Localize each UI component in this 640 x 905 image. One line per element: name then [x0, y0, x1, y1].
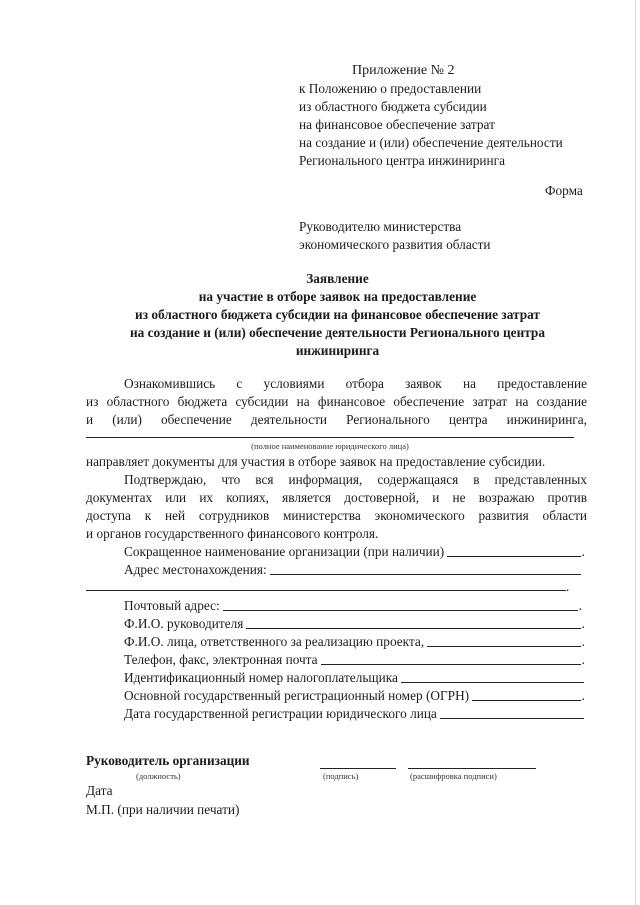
field-line [440, 718, 584, 719]
scan-edge [635, 0, 636, 905]
field-line [401, 682, 584, 683]
seal-label: М.П. (при наличии печати) [86, 802, 240, 817]
addressee-line: экономического развития области [299, 237, 491, 252]
paragraph-line: документах или их копиях, является достоверной, и не возражаю против [86, 490, 587, 505]
paragraph-line: направляет документы для участия в отборе заявок на предоставление субсидии. [86, 454, 546, 469]
field-label: Идентификационный номер налогоплательщика [124, 670, 398, 685]
heading-line: на создание и (или) обеспечение деятельности Регионального центра [130, 325, 545, 340]
postal-address-field: Почтовый адрес: . [124, 598, 582, 613]
paragraph-line: доступа к ней сотрудников министерства экономического развития области [86, 508, 587, 523]
org-name-caption: (полное наименование юридического лица) [251, 441, 409, 451]
field-label: Почтовый адрес: [124, 598, 220, 613]
field-label: Ф.И.О. лица, ответственного за реализацию проекта, [124, 634, 425, 649]
date-label: Дата [86, 783, 113, 798]
field-label: Телефон, факс, электронная почта [124, 652, 318, 667]
paragraph-line: и (или) обеспечение деятельности Регионального центра инжиниринга, [86, 412, 587, 427]
contacts-field: Телефон, факс, электронная почта . [124, 652, 585, 667]
field-line [427, 646, 581, 647]
field-label: Сокращенное наименование организации (при наличии) [124, 544, 445, 559]
short-name-field: Сокращенное наименование организации (при наличии) . [124, 544, 585, 559]
heading-line: на участие в отборе заявок на предоставление [198, 289, 477, 304]
head-name-field: Ф.И.О. руководителя . [124, 616, 585, 631]
heading-line: из областного бюджета субсидии на финансовое обеспечение затрат [135, 307, 540, 322]
appendix-line: Регионального центра инжиниринга [299, 153, 506, 168]
decode-caption: (расшифровка подписи) [410, 771, 497, 781]
signature-title: Руководитель организации [86, 753, 250, 768]
addressee-line: Руководителю министерства [299, 219, 462, 234]
heading-title: Заявление [306, 271, 369, 286]
field-label: Адрес местонахождения: [124, 562, 267, 577]
appendix-line: к Положению о предоставлении [299, 81, 482, 96]
paragraph-line: из областного бюджета субсидии на финансовое обеспечение затрат на создание [86, 394, 587, 409]
sign-line [320, 768, 396, 769]
appendix-title: Приложение № 2 [352, 63, 455, 78]
field-label: Основной государственный регистрационный номер (ОГРН) [124, 688, 470, 703]
org-name-line [86, 437, 574, 438]
paragraph-line: Подтверждаю, что вся информация, содержащаяся в представленных [124, 472, 587, 487]
field-line [270, 574, 581, 575]
field-line [321, 664, 581, 665]
field-line [472, 700, 581, 701]
appendix-line: на финансовое обеспечение затрат [299, 117, 495, 132]
appendix-line: из областного бюджета субсидии [299, 99, 487, 114]
field-line [223, 610, 578, 611]
address-line-2 [86, 590, 566, 591]
decode-line [408, 768, 536, 769]
position-caption: (должность) [136, 771, 181, 781]
ogrn-field: Основной государственный регистрационный номер (ОГРН) . [124, 688, 585, 703]
field-label: Дата государственной регистрации юридического лица [124, 706, 437, 721]
form-label: Форма [545, 183, 583, 198]
inn-field [124, 669, 585, 687]
address-dot: . [566, 579, 570, 594]
address-field [124, 561, 582, 579]
paragraph-line: и органов государственного финансового контроля. [86, 526, 379, 541]
field-line [246, 628, 580, 629]
sign-caption: (подпись) [323, 771, 359, 781]
field-label: Ф.И.О. руководителя [124, 616, 244, 631]
appendix-line: на создание и (или) обеспечение деятельности [299, 135, 563, 150]
heading-line: инжиниринга [295, 343, 380, 358]
paragraph-line: Ознакомившись с условиями отбора заявок на предоставление [124, 376, 587, 391]
responsible-person-field: Ф.И.О. лица, ответственного за реализацию проекта, . [124, 634, 585, 649]
field-line [447, 556, 580, 557]
registration-date-field [124, 705, 585, 723]
